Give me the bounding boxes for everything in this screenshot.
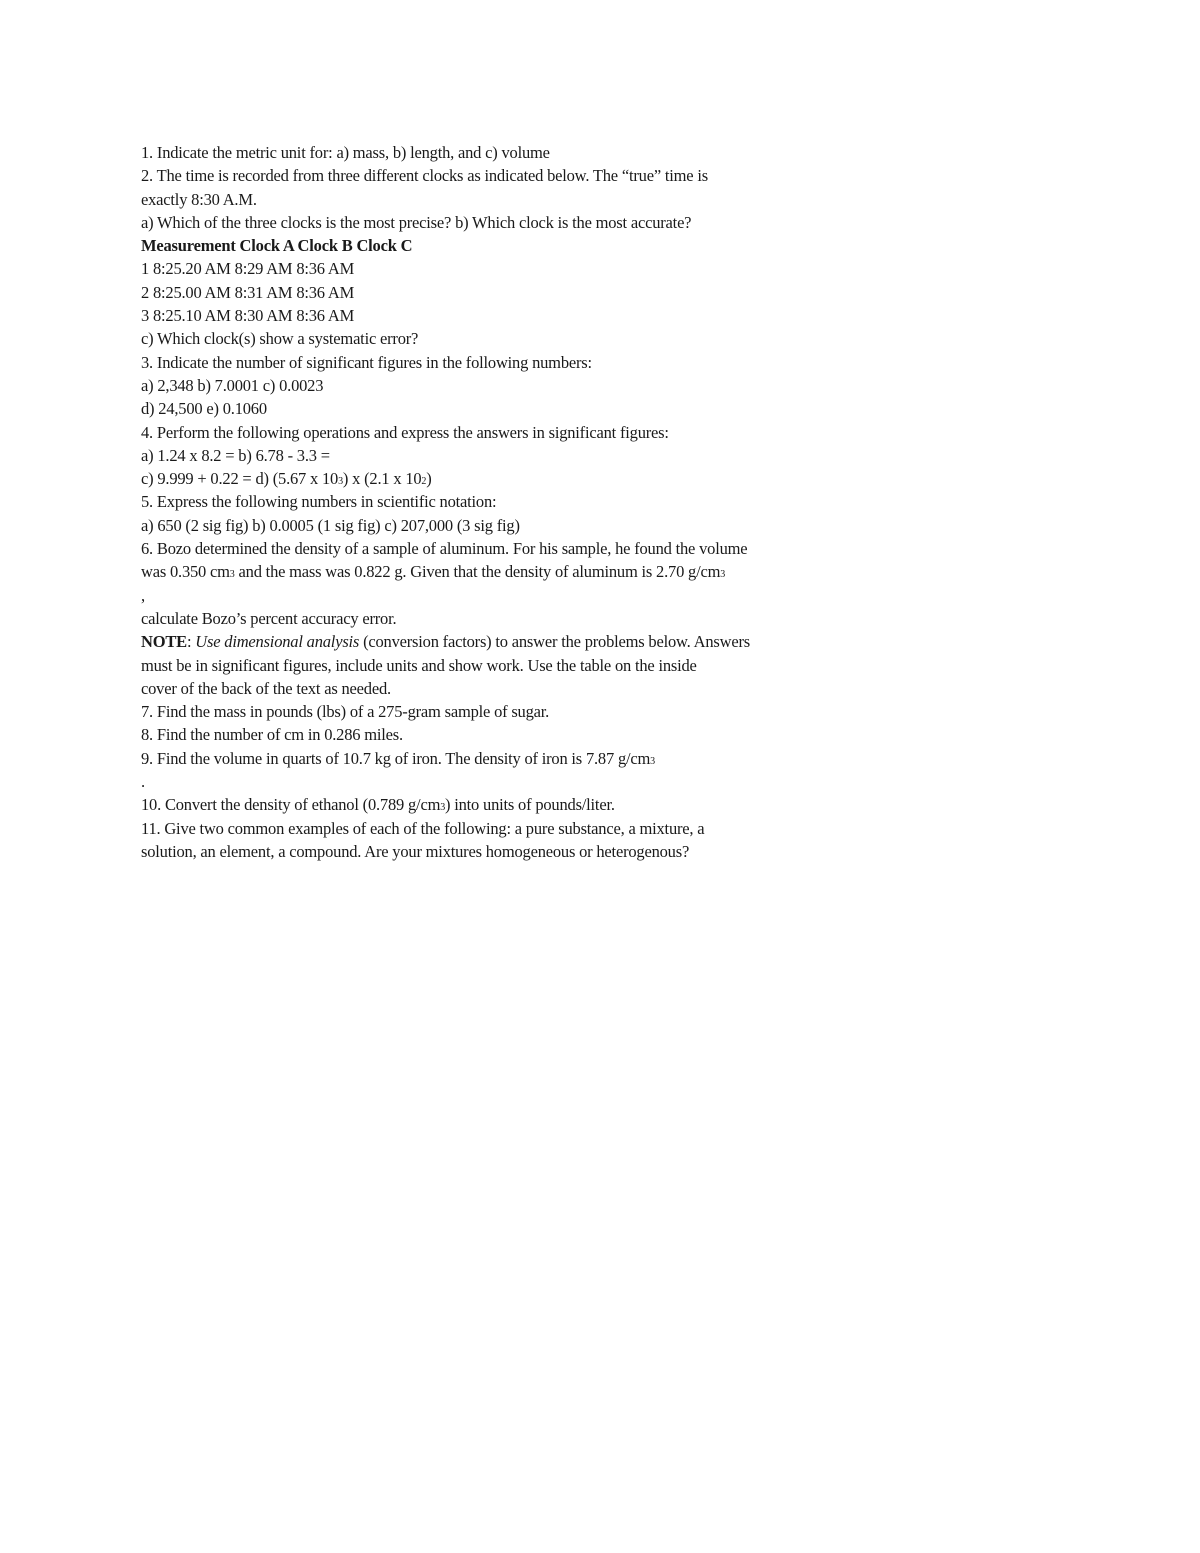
exponent-3: 3 <box>440 802 446 814</box>
question-6-line-4: calculate Bozo’s percent accuracy error. <box>141 608 397 628</box>
question-8: 8. Find the number of cm in 0.286 miles. <box>141 725 403 745</box>
exponent-3: 3 <box>720 569 726 581</box>
question-4-line-1: 4. Perform the following operations and express the answers in significant figures: <box>141 422 669 442</box>
question-4-ab: a) 1.24 x 8.2 = b) 6.78 - 3.3 = <box>141 445 330 465</box>
question-9-line-1 <box>141 747 841 770</box>
question-2-c: c) Which clock(s) show a systematic error? <box>141 329 419 349</box>
question-3-abc: a) 2,348 b) 7.0001 c) 0.0023 <box>141 375 324 395</box>
clock-table-row-3: 3 8:25.10 AM 8:30 AM 8:36 AM <box>141 306 355 326</box>
question-3-de: d) 24,500 e) 0.1060 <box>141 399 267 419</box>
question-11-line-2: solution, an element, a compound. Are your mixtures homogeneous or heterogenous? <box>141 841 690 861</box>
question-9-text: 9. Find the volume in quarts of 10.7 kg of iron. The density of iron is 7.87 g/cm <box>141 748 651 768</box>
question-7: 7. Find the mass in pounds (lbs) of a 275-gram sample of sugar. <box>141 702 550 722</box>
question-4-cd-part-3: ) <box>426 469 432 489</box>
question-1: 1. Indicate the metric unit for: a) mass, b) length, and c) volume <box>141 143 550 162</box>
note-italic-text: Use dimensional analysis <box>195 632 360 652</box>
question-10-part-2: ) into units of pounds/liter. <box>445 795 615 815</box>
note-line-2: must be in significant figures, include units and show work. Use the table on the inside <box>141 655 697 675</box>
question-2-line-1: 2. The time is recorded from three different clocks as indicated below. The “true” time is <box>141 166 708 186</box>
question-2-ab: a) Which of the three clocks is the most precise? b) Which clock is the most accurate? <box>141 212 692 232</box>
exponent-3: 3 <box>338 476 343 488</box>
question-6-line-2-part-2: and the mass was 0.822 g. Given that the density of aluminum is 2.70 g/cm <box>234 562 721 582</box>
question-6-line-3: , <box>141 585 145 605</box>
exponent-2: 2 <box>421 476 427 488</box>
note-label: NOTE <box>141 632 187 652</box>
exponent-3: 3 <box>650 755 655 767</box>
note-rest: (conversion factors) to answer the problems below. Answers <box>359 632 750 652</box>
question-5-abc: a) 650 (2 sig fig) b) 0.0005 (1 sig fig) c) 207,000 (3 sig fig) <box>141 515 520 535</box>
question-6-line-2 <box>141 560 841 583</box>
question-6-line-2-part-1: was 0.350 cm <box>141 562 230 582</box>
note-line-1 <box>141 630 841 653</box>
question-5-line-1: 5. Express the following numbers in scientific notation: <box>141 492 497 512</box>
exponent-3: 3 <box>229 569 235 581</box>
worksheet-text <box>141 141 841 863</box>
question-6-line-1: 6. Bozo determined the density of a sample of aluminum. For his sample, he found the volume <box>141 539 748 559</box>
clock-table-row-2: 2 8:25.00 AM 8:31 AM 8:36 AM <box>141 282 355 302</box>
clock-table-header: Measurement Clock A Clock B Clock C <box>141 236 413 256</box>
question-10 <box>141 793 841 816</box>
question-11-line-1: 11. Give two common examples of each of the following: a pure substance, a mixture, a <box>141 818 705 838</box>
question-4-cd <box>141 467 841 490</box>
note-line-3: cover of the back of the text as needed. <box>141 678 391 698</box>
question-3-line-1: 3. Indicate the number of significant figures in the following numbers: <box>141 352 592 372</box>
question-4-cd-part-1: c) 9.999 + 0.22 = d) (5.67 x 10 <box>141 469 339 489</box>
note-colon: : <box>186 632 196 652</box>
question-10-part-1: 10. Convert the density of ethanol (0.789 g/cm <box>141 795 441 815</box>
question-2-line-2: exactly 8:30 A.M. <box>141 189 257 209</box>
question-9-line-2: . <box>141 772 145 792</box>
question-4-cd-part-2: ) x (2.1 x 10 <box>342 469 422 489</box>
clock-table-row-1: 1 8:25.20 AM 8:29 AM 8:36 AM <box>141 259 355 279</box>
